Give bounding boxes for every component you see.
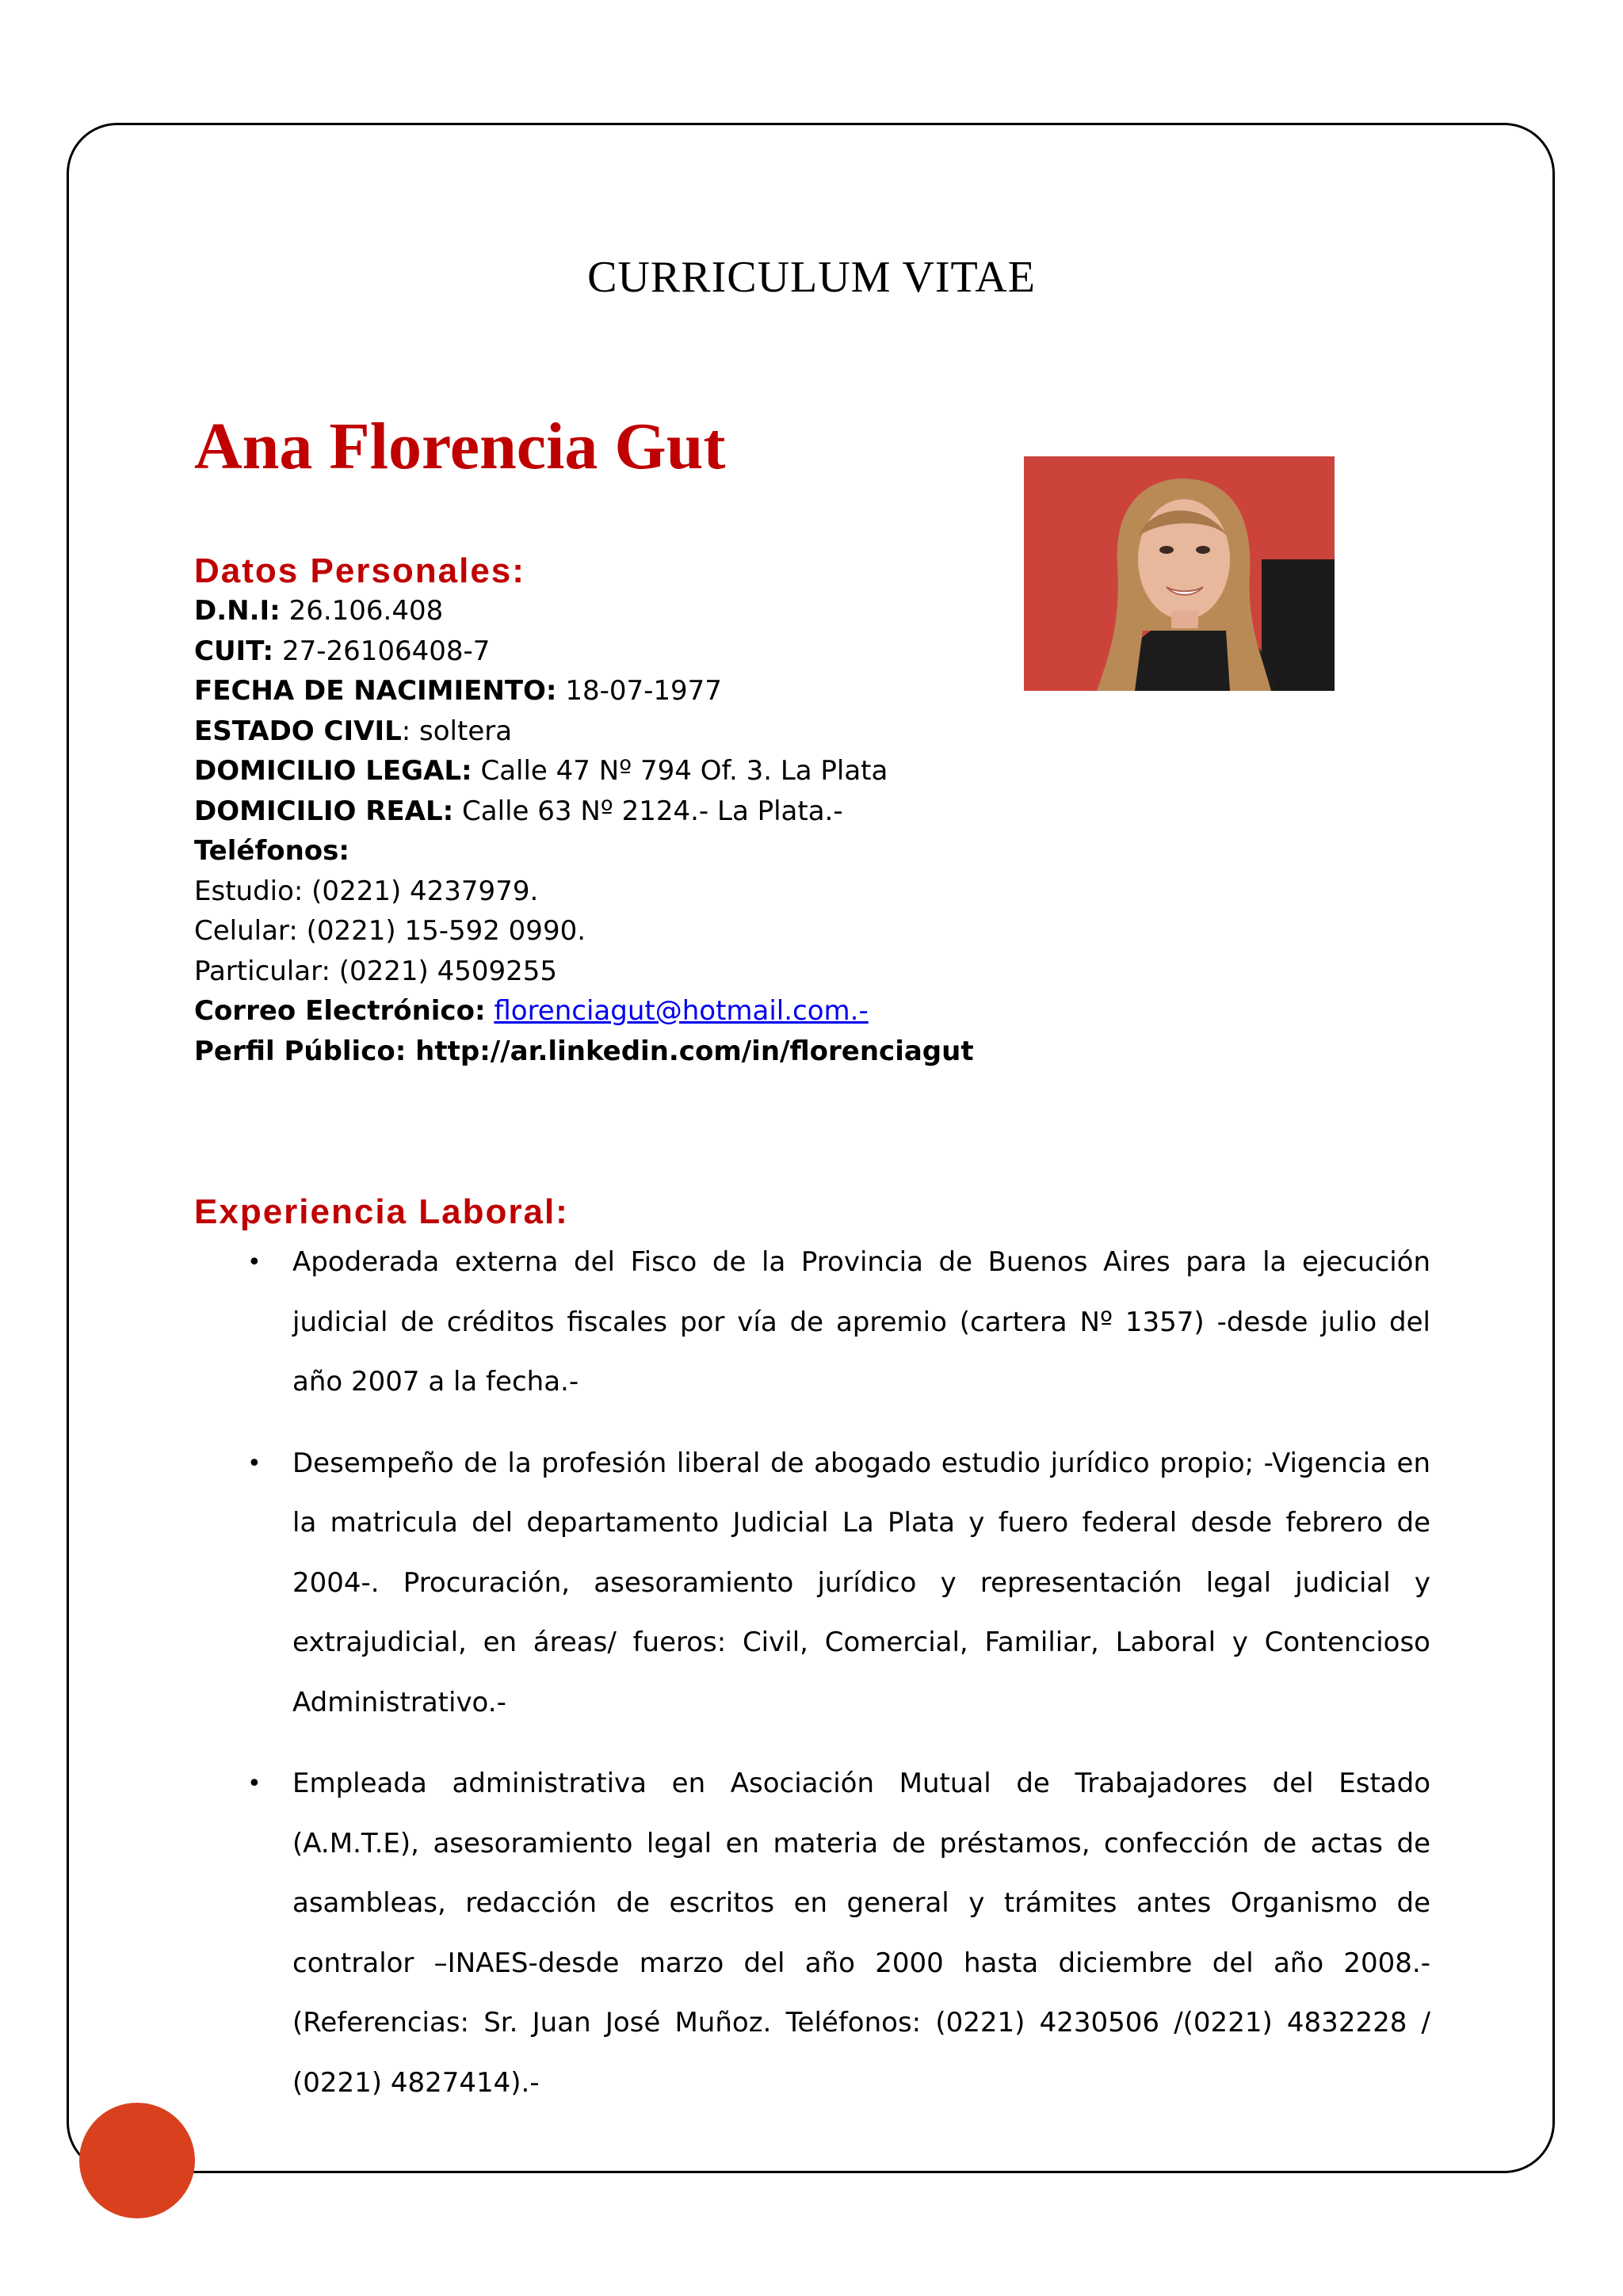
document-title: CURRICULUM VITAE	[587, 253, 1036, 302]
phones-heading-row	[194, 831, 974, 871]
bullet-icon: •	[247, 1249, 262, 1276]
real-address-value: Calle 63 Nº 2124.- La Plata.-	[453, 795, 843, 827]
dni-value: 26.106.408	[280, 595, 444, 627]
phone-home: Particular: (0221) 4509255	[194, 955, 558, 987]
birth-date-row	[194, 671, 974, 711]
cuit-label: CUIT:	[194, 635, 274, 667]
list-item	[238, 1434, 1430, 1733]
legal-address-row	[194, 751, 974, 791]
cuit-row	[194, 631, 974, 672]
list-item	[238, 1754, 1430, 2113]
legal-address-value: Calle 47 Nº 794 Of. 3. La Plata	[472, 755, 888, 787]
dni-label: D.N.I:	[194, 595, 281, 627]
phones-label: Teléfonos:	[194, 835, 349, 867]
list-item	[238, 1233, 1430, 1413]
email-row	[194, 991, 974, 1032]
civil-status-value: : soltera	[401, 715, 513, 747]
email-link[interactable]: florenciagut@hotmail.com.-	[494, 995, 869, 1027]
work-experience-list	[238, 1233, 1430, 2134]
phone-mobile: Celular: (0221) 15-592 0990.	[194, 915, 586, 947]
cuit-value: 27-26106408-7	[273, 635, 491, 667]
full-name: Ana Florencia Gut	[194, 410, 726, 483]
real-address-row	[194, 791, 974, 832]
bullet-icon: •	[247, 1449, 262, 1478]
public-profile-label: Perfil Público:	[194, 1035, 407, 1067]
birth-date-label: FECHA DE NACIMIENTO:	[194, 675, 557, 707]
profile-photo-image	[1024, 456, 1335, 691]
profile-photo	[1024, 456, 1335, 691]
corner-decoration-dot	[79, 2103, 195, 2218]
phone-studio: Estudio: (0221) 4237979.	[194, 875, 539, 907]
experience-text: Desempeño de la profesión liberal de abogado estudio jurídico propio; -Vigencia en la matricula del departamento Judicial La Plata y fuero federal desde febrero de 2004-. Procuración, asesoramiento jurídico y representación legal judicial y extrajudicial, en áreas/ fueros: Civil, Comercial, Familiar, Laboral y Contencioso Administrativo.-	[292, 1447, 1430, 1718]
public-profile-url: http://ar.linkedin.com/in/florenciagut	[406, 1035, 974, 1067]
dni-row	[194, 591, 974, 631]
real-address-label: DOMICILIO REAL:	[194, 795, 454, 827]
civil-status-row	[194, 711, 974, 752]
work-experience-heading: Experiencia Laboral:	[194, 1192, 569, 1231]
civil-status-label: ESTADO CIVIL	[194, 715, 402, 747]
personal-data-list	[194, 591, 974, 1071]
experience-text: Empleada administrativa en Asociación Mutual de Trabajadores del Estado (A.M.T.E), asesoramiento legal en materia de préstamos, confección de actas de asambleas, redacción de escritos en general y trámites antes Organismo de contralor –INAES-desde marzo del año 2000 hasta diciembre del año 2008.- (Referencias: Sr. Juan José Muñoz. Teléfonos: (0221) 4230506 /(0221) 4832228 / (0221) 4827414).-	[292, 1768, 1430, 2099]
experience-text: Apoderada externa del Fisco de la Provincia de Buenos Aires para la ejecución judicial de créditos fiscales por vía de apremio (cartera Nº 1357) -desde julio del año 2007 a la fecha.-	[292, 1246, 1430, 1398]
birth-date-value: 18-07-1977	[556, 675, 722, 707]
public-profile-row	[194, 1032, 974, 1072]
personal-data-heading: Datos Personales:	[194, 551, 525, 590]
email-label: Correo Electrónico:	[194, 995, 486, 1027]
bullet-icon: •	[247, 1770, 262, 1798]
legal-address-label: DOMICILIO LEGAL:	[194, 755, 472, 787]
